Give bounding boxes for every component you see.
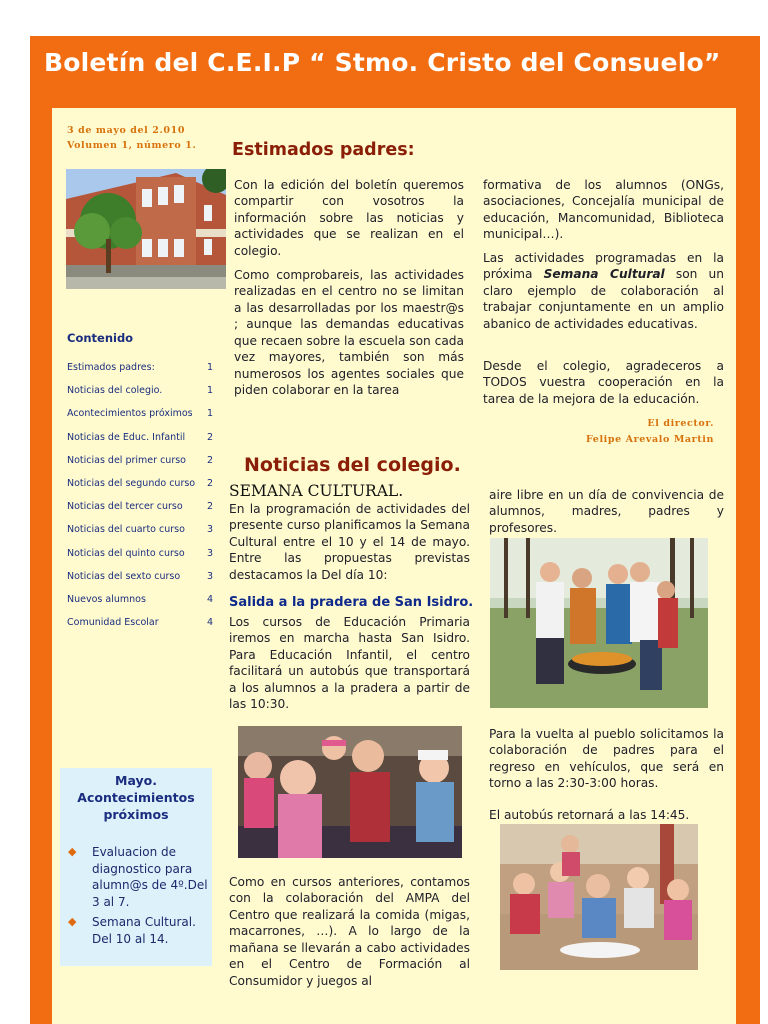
school-building-photo — [66, 169, 226, 289]
news-paragraph-5: Para la vuelta al pueblo solicitamos la colaboración de padres para el regreso en vehículos, que será en torno a las 2:30-3:00 horas. — [489, 727, 724, 791]
toc-item-label: Noticias del primer curso — [67, 454, 186, 466]
toc-item-label: Estimados padres: — [67, 362, 155, 373]
issue-date: 3 de mayo del 2.010 — [67, 125, 186, 136]
toc-item-page: 1 — [206, 385, 213, 397]
newsletter-body — [52, 108, 736, 1024]
upcoming-event-text: Evaluacion de diagnostico para alumn@s de 4º.Del 3 al 7. — [92, 845, 208, 909]
toc-item-page: 2 — [206, 431, 213, 443]
table-of-contents — [67, 362, 213, 640]
toc-item-label: Noticias del sexto curso — [67, 570, 181, 582]
letter-heading: Estimados padres: — [232, 140, 415, 160]
news-heading: Noticias del colegio. — [244, 454, 461, 476]
toc-item-page: 1 — [206, 362, 213, 373]
toc-item-page: 2 — [206, 477, 213, 489]
cooking-activity-photo — [490, 538, 708, 708]
letter-paragraph-3: formativa de los alumnos (ONGs, asociaciones, Concejalía municipal de educación, Mancomunidad, Biblioteca municipal…). — [483, 178, 724, 242]
news-paragraph-4: aire libre en un día de convivencia de alumnos, madres, padres y profesores. — [489, 488, 724, 535]
letter-paragraph-4-start: Las actividades programadas en la próxima — [483, 251, 724, 282]
children-picnic-photo — [500, 824, 698, 970]
toc-item[interactable] — [67, 571, 213, 594]
upcoming-events-box — [60, 768, 212, 966]
letter-paragraph-2: Como comprobareis, las actividades realizadas en el centro no se limitan a las desarrolladas por los maestr@s ; aunque las demandas educativas que recaen sobre la escuela son cada vez mayores, también son más numerosos los agentes sociales que piden colaborar en la tarea — [234, 268, 465, 398]
news-subheading: SEMANA CULTURAL. — [229, 482, 404, 500]
toc-item-label: Acontecimientos próximos — [67, 408, 193, 420]
newsletter-page — [30, 36, 760, 1024]
children-group-photo — [238, 726, 462, 858]
toc-item[interactable] — [67, 432, 213, 455]
news-paragraph-6: El autobús retornará a las 14:45. — [489, 808, 690, 822]
toc-item[interactable] — [67, 501, 213, 524]
signature-title: El director. — [647, 418, 714, 429]
toc-item-label: Noticias de Educ. Infantil — [67, 431, 186, 443]
toc-item-label: Noticias del tercer curso — [67, 501, 183, 513]
news-paragraph-1: En la programación de actividades del presente curso planificamos la Semana Cultural entre el 10 y el 14 de mayo. Entre las propuestas previstas destacamos la Del día 10: — [229, 502, 470, 582]
toc-item[interactable] — [67, 594, 213, 617]
toc-item-page: 3 — [206, 524, 213, 536]
toc-item-page: 3 — [206, 547, 213, 559]
upcoming-event-text: Semana Cultural. Del 10 al 14. — [92, 915, 196, 946]
toc-item-label: Nuevos alumnos — [67, 593, 146, 605]
upcoming-events-title: Mayo. Acontecimientos próximos — [77, 773, 195, 822]
toc-item-page: 3 — [206, 570, 213, 582]
toc-item[interactable] — [67, 362, 213, 385]
letter-paragraph-1: Con la edición del boletín queremos compartir con vosotros la información sobre las noticias y actividades que se realizan en el colegio. — [234, 178, 464, 258]
toc-item[interactable] — [67, 548, 213, 571]
newsletter-title: Boletín del C.E.I.P “ Stmo. Cristo del Consuelo” — [44, 48, 721, 77]
toc-item-page: 4 — [206, 617, 213, 629]
toc-item-label: Noticias del segundo curso — [67, 477, 196, 489]
letter-paragraph-4 — [483, 250, 724, 332]
semana-cultural-emphasis: Semana Cultural — [543, 267, 665, 282]
issue-volume: Volumen 1, número 1. — [67, 140, 197, 151]
toc-item[interactable] — [67, 385, 213, 408]
toc-item-page: 2 — [206, 454, 213, 466]
diamond-bullet-icon: ◆ — [68, 915, 77, 928]
diamond-bullet-icon: ◆ — [68, 845, 77, 858]
toc-item-label: Noticias del cuarto curso — [67, 524, 185, 536]
toc-item[interactable] — [67, 408, 213, 431]
toc-item[interactable] — [67, 524, 213, 547]
news-paragraph-2: Los cursos de Educación Primaria iremos en marcha hasta San Isidro. Para Educación Infantil, el centro facilitará un autobús que transportará a los alumnos a la pradera a partir de las 10:30. — [229, 615, 470, 712]
toc-title: Contenido — [67, 331, 134, 345]
letter-paragraph-5: Desde el colegio, agradeceros a TODOS vuestra cooperación en la tarea de la mejora de la educación. — [483, 359, 724, 406]
toc-item[interactable] — [67, 455, 213, 478]
toc-item-page: 4 — [206, 593, 213, 605]
news-subtitle: Salida a la pradera de San Isidro. — [229, 595, 474, 610]
toc-item-page: 2 — [206, 501, 213, 513]
toc-item-label: Noticias del colegio. — [67, 385, 163, 397]
toc-item[interactable] — [67, 478, 213, 501]
toc-item-label: Noticias del quinto curso — [67, 547, 185, 559]
letter-paragraph-4-end: son un claro ejemplo de colaboración al trabajar conjuntamente en un amplio abanico de actividades educativas. — [483, 267, 724, 331]
toc-item-page: 1 — [206, 408, 213, 420]
news-paragraph-3: Como en cursos anteriores, contamos con la colaboración del AMPA del Centro que realizará la comida (migas, macarrones, …). A lo largo de la mañana se llevarán a cabo actividades en el Centro de Formación al Consumidor y juegos al — [229, 875, 470, 988]
signature-name: Felipe Arevalo Martin — [585, 434, 714, 445]
toc-item[interactable] — [67, 617, 213, 640]
toc-item-label: Comunidad Escolar — [67, 617, 159, 629]
